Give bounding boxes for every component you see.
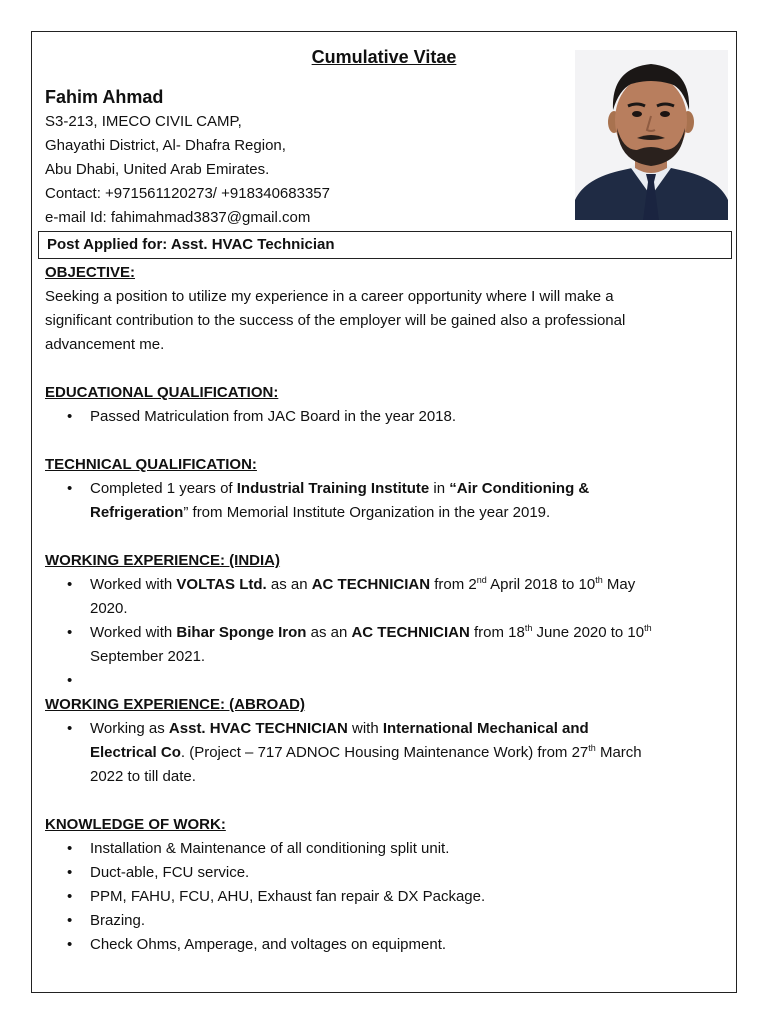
text-run: . (Project – 717 ADNOC Housing Maintenance Work) from 27 — [180, 744, 589, 761]
knowledge-item: PPM, FAHU, FCU, AHU, Exhaust fan repair & DX Package. — [90, 888, 486, 905]
list-item — [45, 405, 713, 429]
bullet-icon: • — [67, 408, 73, 425]
list-item — [45, 717, 713, 789]
company-name: Bihar Sponge Iron — [176, 624, 307, 641]
list-item — [45, 573, 713, 621]
company-name: VOLTAS Ltd. — [176, 576, 267, 593]
contact-email: e-mail Id: fahimahmad3837@gmail.com — [45, 209, 311, 226]
bullet-icon: • — [67, 720, 73, 737]
bullet-icon: • — [67, 936, 73, 953]
address-line-2: Ghayathi District, Al- Dhafra Region, — [45, 137, 286, 154]
list-item — [45, 933, 713, 957]
address-line-1: S3-213, IMECO CIVIL CAMP, — [45, 113, 242, 130]
text-run: from 18 — [469, 624, 525, 641]
objective-line-2: significant contribution to the success of the employer will be gained also a professional — [45, 312, 626, 329]
company-name: Electrical Co — [90, 744, 181, 761]
bullet-icon: • — [67, 672, 73, 689]
list-item — [45, 669, 713, 693]
technical-heading: TECHNICAL QUALIFICATION: — [45, 456, 257, 473]
bullet-icon: • — [67, 624, 73, 641]
document-title: Cumulative Vitae — [311, 47, 457, 67]
list-item — [45, 909, 713, 933]
text-run-bold: Industrial Training Institute — [236, 480, 430, 497]
bullet-icon: • — [67, 864, 73, 881]
objective-heading: OBJECTIVE: — [45, 264, 136, 281]
superscript: th — [644, 623, 652, 633]
objective-line-3: advancement me. — [45, 336, 165, 353]
knowledge-item: Duct-able, FCU service. — [90, 864, 250, 881]
company-name: International Mechanical and — [382, 720, 589, 737]
address-line-3: Abu Dhabi, United Arab Emirates. — [45, 161, 270, 178]
text-run: September 2021. — [90, 648, 206, 665]
list-item — [45, 477, 713, 525]
list-item — [45, 621, 713, 669]
text-run: March — [595, 744, 642, 761]
knowledge-item: Brazing. — [90, 912, 146, 929]
contact-phone: Contact: +971561120273/ +918340683357 — [45, 185, 330, 202]
text-run: 2022 to till date. — [90, 768, 196, 785]
superscript: th — [588, 743, 596, 753]
text-run: in — [429, 480, 450, 497]
text-run: Working as — [90, 720, 169, 737]
superscript: th — [595, 575, 603, 585]
list-item — [45, 861, 713, 885]
text-run: June 2020 to 10 — [532, 624, 645, 641]
job-role: AC TECHNICIAN — [311, 576, 431, 593]
abroad-experience-heading: WORKING EXPERIENCE: (ABROAD) — [45, 696, 306, 713]
text-run: ” from Memorial Institute Organization in the year 2019. — [183, 504, 551, 521]
superscript: th — [524, 623, 533, 633]
contact-header — [45, 85, 565, 230]
bullet-icon: • — [67, 888, 73, 905]
education-list — [45, 405, 713, 429]
job-role: AC TECHNICIAN — [351, 624, 470, 641]
profile-photo — [575, 50, 728, 220]
text-run: Completed 1 years of — [90, 480, 237, 497]
technical-list — [45, 477, 713, 525]
list-item — [45, 885, 713, 909]
bullet-icon: • — [67, 912, 73, 929]
bullet-icon: • — [67, 576, 73, 593]
text-run: as an — [266, 576, 312, 593]
text-run: 2020. — [90, 600, 128, 617]
knowledge-heading: KNOWLEDGE OF WORK: — [45, 816, 226, 833]
text-run-bold: “Air Conditioning & — [449, 480, 590, 497]
knowledge-list — [45, 837, 713, 957]
resume-body — [45, 261, 713, 957]
bullet-icon: • — [67, 840, 73, 857]
post-applied-box: Post Applied for: Asst. HVAC Technician — [38, 231, 732, 259]
education-heading: EDUCATIONAL QUALIFICATION: — [45, 384, 279, 401]
india-experience-list — [45, 573, 713, 693]
text-run: from 2 — [430, 576, 477, 593]
job-role: Asst. HVAC TECHNICIAN — [168, 720, 348, 737]
knowledge-item: Installation & Maintenance of all conditioning split unit. — [90, 840, 450, 857]
list-item — [45, 837, 713, 861]
text-run: Worked with — [90, 624, 177, 641]
objective-line-1: Seeking a position to utilize my experience in a career opportunity where I will make a — [45, 288, 614, 305]
abroad-experience-list — [45, 717, 713, 789]
text-run: with — [347, 720, 383, 737]
text-run: May — [602, 576, 636, 593]
text-run: as an — [306, 624, 352, 641]
candidate-name: Fahim Ahmad — [45, 87, 164, 107]
bullet-icon: • — [67, 480, 73, 497]
india-experience-heading: WORKING EXPERIENCE: (INDIA) — [45, 552, 281, 569]
text-run-bold: Refrigeration — [90, 504, 184, 521]
knowledge-item: Check Ohms, Amperage, and voltages on equipment. — [90, 936, 447, 953]
education-item: Passed Matriculation from JAC Board in the year 2018. — [90, 408, 457, 425]
superscript: nd — [476, 575, 487, 585]
text-run: April 2018 to 10 — [486, 576, 596, 593]
text-run: Worked with — [90, 576, 177, 593]
